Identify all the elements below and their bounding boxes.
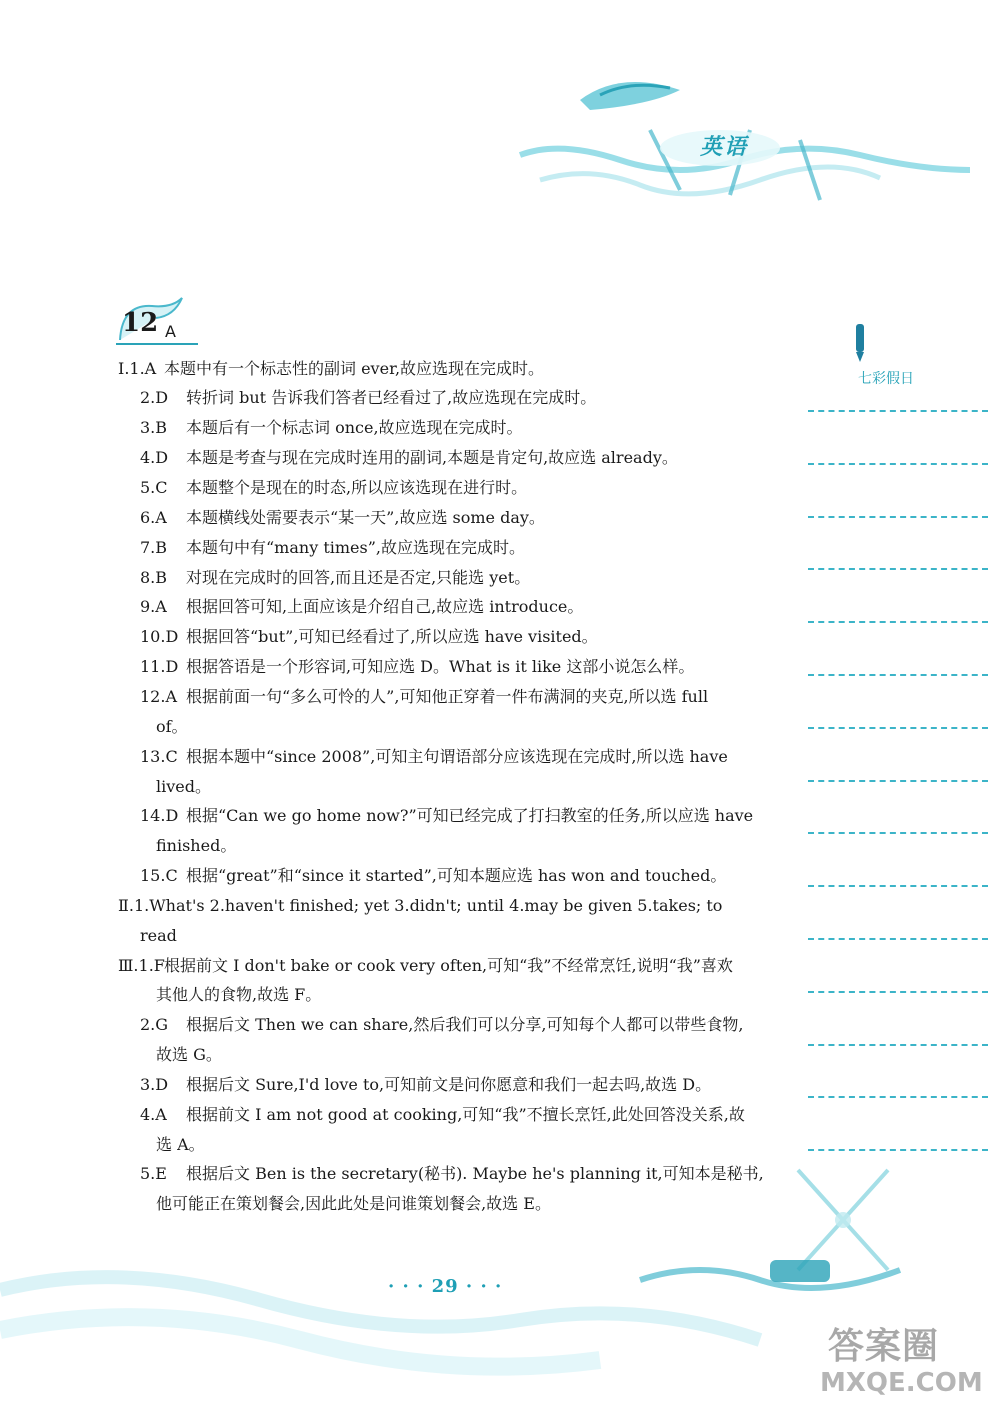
answer-number: 7.B <box>140 538 168 557</box>
answer-row <box>140 807 753 825</box>
answer-row <box>140 748 728 766</box>
page-number: · · · 29 · · · <box>388 1276 503 1297</box>
answer-row <box>140 658 694 676</box>
note-lines <box>808 410 988 1202</box>
section-letter: A <box>165 322 176 341</box>
answer-number: 9.A <box>140 597 167 616</box>
answer-number: Ⅲ.1.F <box>118 956 165 975</box>
note-line <box>808 727 988 729</box>
watermark-logo: 答案圈 <box>828 1326 940 1367</box>
answer-row <box>140 479 527 497</box>
answer-row <box>140 598 583 616</box>
note-line <box>808 780 988 782</box>
answer-text: 本题句中有“many times”,故应选现在完成时。 <box>186 538 525 557</box>
answer-number: 12.A <box>140 687 177 706</box>
answer-number: 4.D <box>140 448 169 467</box>
answer-text: 根据回答“but”,可知已经看过了,所以应选 have visited。 <box>186 627 598 646</box>
note-line <box>808 621 988 623</box>
note-line <box>808 1096 988 1098</box>
answer-number: 15.C <box>140 866 178 885</box>
answer-text: 根据本题中“since 2008”,可知主句谓语部分应该选现在完成时,所以选 have <box>186 747 728 766</box>
pen-icon <box>850 322 870 364</box>
answer-number: 13.C <box>140 747 178 766</box>
answer-text: 对现在完成时的回答,而且还是否定,只能选 yet。 <box>186 568 531 587</box>
answer-row <box>140 628 598 646</box>
answer-number: 3.B <box>140 418 168 437</box>
answer-row <box>140 1165 764 1183</box>
answer-text: 根据后文 Sure,I'd love to,可知前文是问你愿意和我们一起去吗,故选 D。 <box>186 1075 712 1094</box>
answer-number: 8.B <box>140 568 168 587</box>
note-line <box>808 938 988 940</box>
answer-number: 6.A <box>140 508 167 527</box>
note-line <box>808 1044 988 1046</box>
answer-continuation: 故选 G。 <box>156 1045 222 1064</box>
answer-text: 根据回答可知,上面应该是介绍自己,故应选 introduce。 <box>186 597 584 616</box>
answer-number: 2.G <box>140 1015 169 1034</box>
note-line <box>808 1149 988 1151</box>
subject-title: 英语 <box>700 135 749 160</box>
margin-label: 七彩假日 <box>858 371 914 387</box>
answer-row <box>140 1106 745 1124</box>
answer-number: 2.D <box>140 388 169 407</box>
note-line <box>808 410 988 412</box>
answer-text: 本题横线处需要表示“某一天”,故应选 some day。 <box>186 508 545 527</box>
answer-text: 本题后有一个标志词 once,故应选现在完成时。 <box>186 418 523 437</box>
answer-text: 本题中有一个标志性的副词 ever,故应选现在完成时。 <box>164 359 545 378</box>
answer-text: 根据后文 Then we can share,然后我们可以分享,可知每个人都可以带些食物, <box>186 1015 744 1034</box>
answer-row <box>140 1076 711 1094</box>
section-number: 12 <box>122 308 159 338</box>
answer-continuation: 他可能正在策划餐会,因此此处是问谁策划餐会,故选 E。 <box>156 1194 551 1213</box>
answer-text: 本题是考查与现在完成时连用的副词,本题是肯定句,故应选 already。 <box>186 448 678 467</box>
watermark-url: MXQE.COM <box>820 1368 983 1398</box>
answer-row <box>140 569 530 587</box>
answer-continuation: 选 A。 <box>156 1135 205 1154</box>
answer-text: 根据前文 I don't bake or cook very often,可知“我”不经常烹饪,说明“我”喜欢 <box>164 956 733 975</box>
note-line <box>808 885 988 887</box>
note-line <box>808 674 988 676</box>
answer-continuation: of。 <box>156 717 188 736</box>
answer-continuation: 其他人的食物,故选 F。 <box>156 985 322 1004</box>
answer-text: 根据“Can we go home now?”可知已经完成了打扫教室的任务,所以应选 have <box>186 806 754 825</box>
answer-row <box>118 957 733 975</box>
answer-continuation: finished。 <box>156 836 237 855</box>
note-line <box>808 991 988 993</box>
answer-continuation: lived。 <box>156 777 211 796</box>
answer-row <box>140 867 726 885</box>
answer-number: 5.E <box>140 1164 167 1183</box>
answer-text: 根据“great”和“since it started”,可知本题应选 has won and touched。 <box>186 866 727 885</box>
answer-number: 3.D <box>140 1075 169 1094</box>
answer-number: 11.D <box>140 657 179 676</box>
answer-row <box>140 419 523 437</box>
note-line <box>808 832 988 834</box>
answer-number: 10.D <box>140 627 179 646</box>
answer-row <box>140 539 525 557</box>
part2-line: Ⅱ.1.What's 2.haven't finished; yet 3.didn't; until 4.may be given 5.takes; to <box>118 896 723 915</box>
answer-text: 根据后文 Ben is the secretary(秘书). Maybe he's planning it,可知本是秘书, <box>186 1164 764 1183</box>
answer-number: Ⅰ.1.A <box>118 359 157 378</box>
answer-text: 根据前面一句“多么可怜的人”,可知他正穿着一件布满洞的夹克,所以选 full <box>186 687 709 706</box>
note-line <box>808 463 988 465</box>
answer-row <box>140 1016 744 1034</box>
answer-row <box>118 360 544 378</box>
answer-row <box>140 688 708 706</box>
note-line <box>808 516 988 518</box>
answer-number: 5.C <box>140 478 168 497</box>
answer-row <box>140 389 596 407</box>
part2-continuation: read <box>140 926 177 945</box>
answer-row <box>140 449 678 467</box>
answer-text: 转折词 but 告诉我们答者已经看过了,故应选现在完成时。 <box>186 388 597 407</box>
answer-text: 本题整个是现在的时态,所以应该选现在进行时。 <box>186 478 528 497</box>
answer-number: 14.D <box>140 806 179 825</box>
answer-text: 根据前文 I am not good at cooking,可知“我”不擅长烹饪,此处回答没关系,故 <box>186 1105 745 1124</box>
answer-number: 4.A <box>140 1105 167 1124</box>
note-line <box>808 568 988 570</box>
answer-row <box>140 509 545 527</box>
answer-text: 根据答语是一个形容词,可知应选 D。What is it like 这部小说怎么样。 <box>186 657 695 676</box>
